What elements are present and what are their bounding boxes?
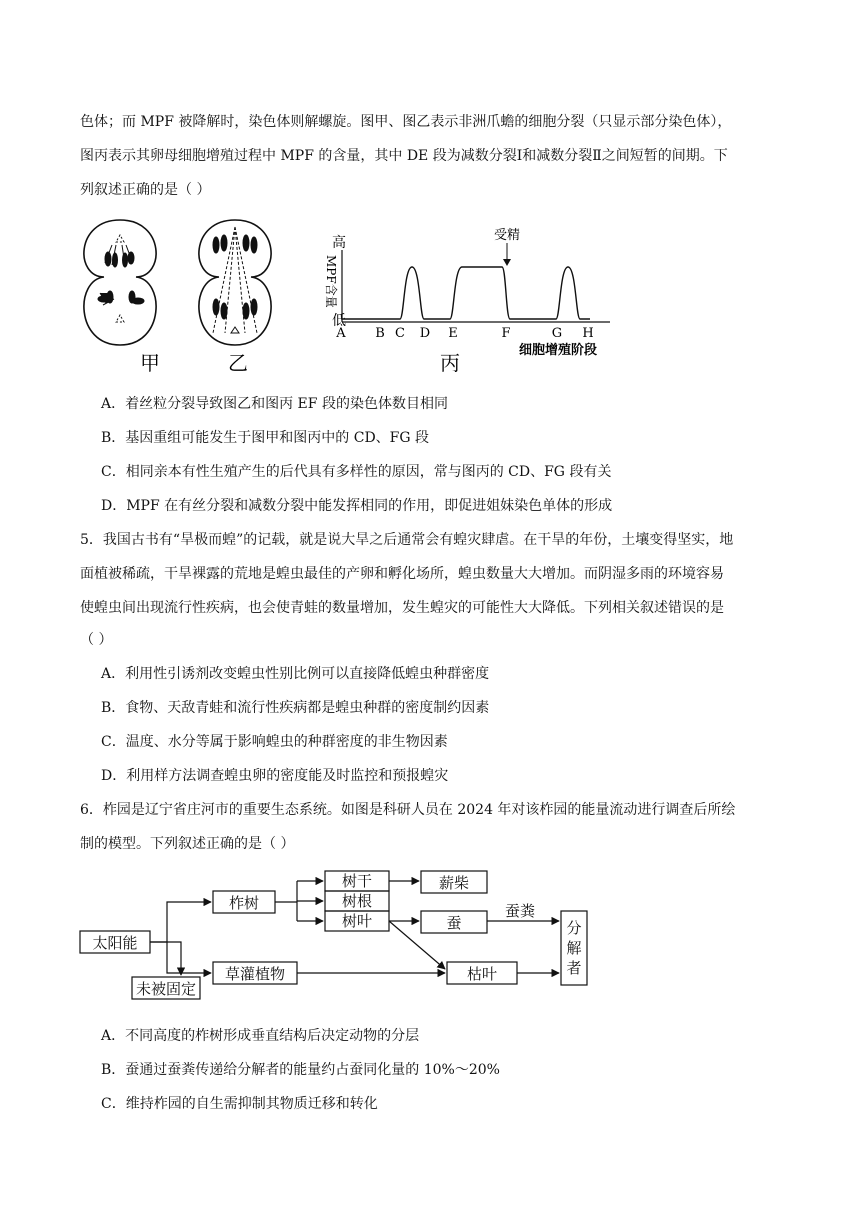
label-sun: 太阳能	[92, 934, 138, 952]
q6-option-a: A．不同高度的柞树形成垂直结构后决定动物的分层	[101, 1028, 420, 1044]
label-decomposer-1: 分	[566, 919, 582, 937]
label-yi: 乙	[228, 351, 248, 375]
q5-option-c: C．温度、水分等属于影响蝗虫的种群密度的非生物因素	[101, 734, 448, 750]
tick-C: C	[395, 326, 405, 341]
tick-H: H	[582, 326, 594, 341]
q4-text-line-3: 列叙述正确的是（ ）	[80, 182, 211, 198]
y-axis-high: 高	[332, 235, 346, 251]
cell-jia-chromosomes	[98, 235, 144, 322]
q5-text-line-2: 面植被稀疏，干旱裸露的荒地是蝗虫最佳的产卵和孵化场所，蝗虫数量大大增加。而阴湿多雨的环境容易	[80, 566, 724, 582]
y-axis-label: MPF含量	[324, 255, 338, 308]
cell-division-figure	[70, 215, 630, 380]
label-silkworm: 蚕	[446, 914, 462, 932]
q6-option-c: C．维持柞园的自生需抑制其物质迁移和转化	[101, 1096, 378, 1112]
energy-flow-diagram	[75, 865, 615, 1010]
y-axis-low: 低	[332, 313, 346, 329]
label-decomposer-3: 者	[566, 959, 582, 977]
q4-option-d: D．MPF 在有丝分裂和减数分裂中能发挥相同的作用，即促进姐妹染色单体的形成	[101, 498, 613, 514]
q5-text-line-3: 使蝗虫间出现流行性疾病，也会使青蛙的数量增加，发生蝗灾的可能性大大降低。下列相关叙述错误的是	[80, 600, 724, 616]
x-axis-label: 细胞增殖阶段	[518, 343, 598, 358]
q6-text-line-2: 制的模型。下列叙述正确的是（ ）	[80, 836, 295, 852]
label-oak: 柞树	[228, 894, 260, 912]
q5-text-line-4: （ ）	[80, 632, 113, 648]
label-shrub: 草灌植物	[224, 965, 286, 983]
q6-option-b: B．蚕通过蚕粪传递给分解者的能量约占蚕同化量的 10%～20%	[101, 1062, 500, 1078]
tick-B: B	[375, 326, 385, 341]
label-litter: 枯叶	[466, 965, 498, 983]
fertilization-arrowhead	[503, 259, 511, 266]
label-firewood: 薪柴	[438, 874, 470, 892]
mpf-graph	[324, 227, 610, 375]
tick-D: D	[419, 326, 431, 341]
label-feces: 蚕粪	[504, 902, 536, 920]
label-decomposer-2: 解	[566, 939, 582, 957]
label-trunk: 树干	[341, 872, 373, 890]
tick-F: F	[501, 326, 511, 341]
mpf-curve	[342, 267, 590, 319]
cell-jia	[84, 220, 156, 345]
cell-yi-chromosomes	[213, 227, 257, 333]
q4-text-line-2: 图丙表示其卵母细胞增殖过程中 MPF 的含量，其中 DE 段为减数分裂Ⅰ和减数分裂Ⅱ之间短暂的间期。下	[80, 148, 728, 164]
tick-G: G	[551, 326, 563, 341]
q5-option-d: D．利用样方法调查蝗虫卵的密度能及时监控和预报蝗灾	[101, 768, 449, 784]
q4-option-b: B．基因重组可能发生于图甲和图丙中的 CD、FG 段	[101, 430, 430, 446]
label-bing: 丙	[440, 351, 460, 375]
q4-option-c: C．相同亲本有性生殖产生的后代具有多样性的原因，常与图丙的 CD、FG 段有关	[101, 464, 612, 480]
q6-text-line-1: 6．柞园是辽宁省庄河市的重要生态系统。如图是科研人员在 2024 年对该柞园的能量流动进行调查后所绘	[80, 802, 736, 818]
q5-option-a: A．利用性引诱剂改变蝗虫性别比例可以直接降低蝗虫种群密度	[101, 666, 490, 682]
tick-A: A	[336, 326, 346, 341]
q5-text-line-1: 5．我国古书有“旱极而蝗”的记载，就是说大旱之后通常会有蝗灾肆虐。在干旱的年份，土壤变得坚实，地	[80, 532, 734, 548]
q5-option-b: B．食物、天敌青蛙和流行性疾病都是蝗虫种群的密度制约因素	[101, 700, 490, 716]
q4-option-a: A．着丝粒分裂导致图乙和图丙 EF 段的染色体数目相同	[101, 396, 448, 412]
label-jia: 甲	[140, 351, 160, 375]
label-leaf: 树叶	[341, 912, 373, 930]
annotation-fertilization: 受精	[493, 228, 521, 243]
label-root: 树根	[341, 892, 373, 910]
label-unfixed: 未被固定	[135, 980, 197, 998]
tick-E: E	[448, 326, 458, 341]
q4-text-line-1: 色体；而 MPF 被降解时，染色体则解螺旋。图甲、图乙表示非洲爪蟾的细胞分裂（只显示部分染色体），	[80, 114, 732, 130]
